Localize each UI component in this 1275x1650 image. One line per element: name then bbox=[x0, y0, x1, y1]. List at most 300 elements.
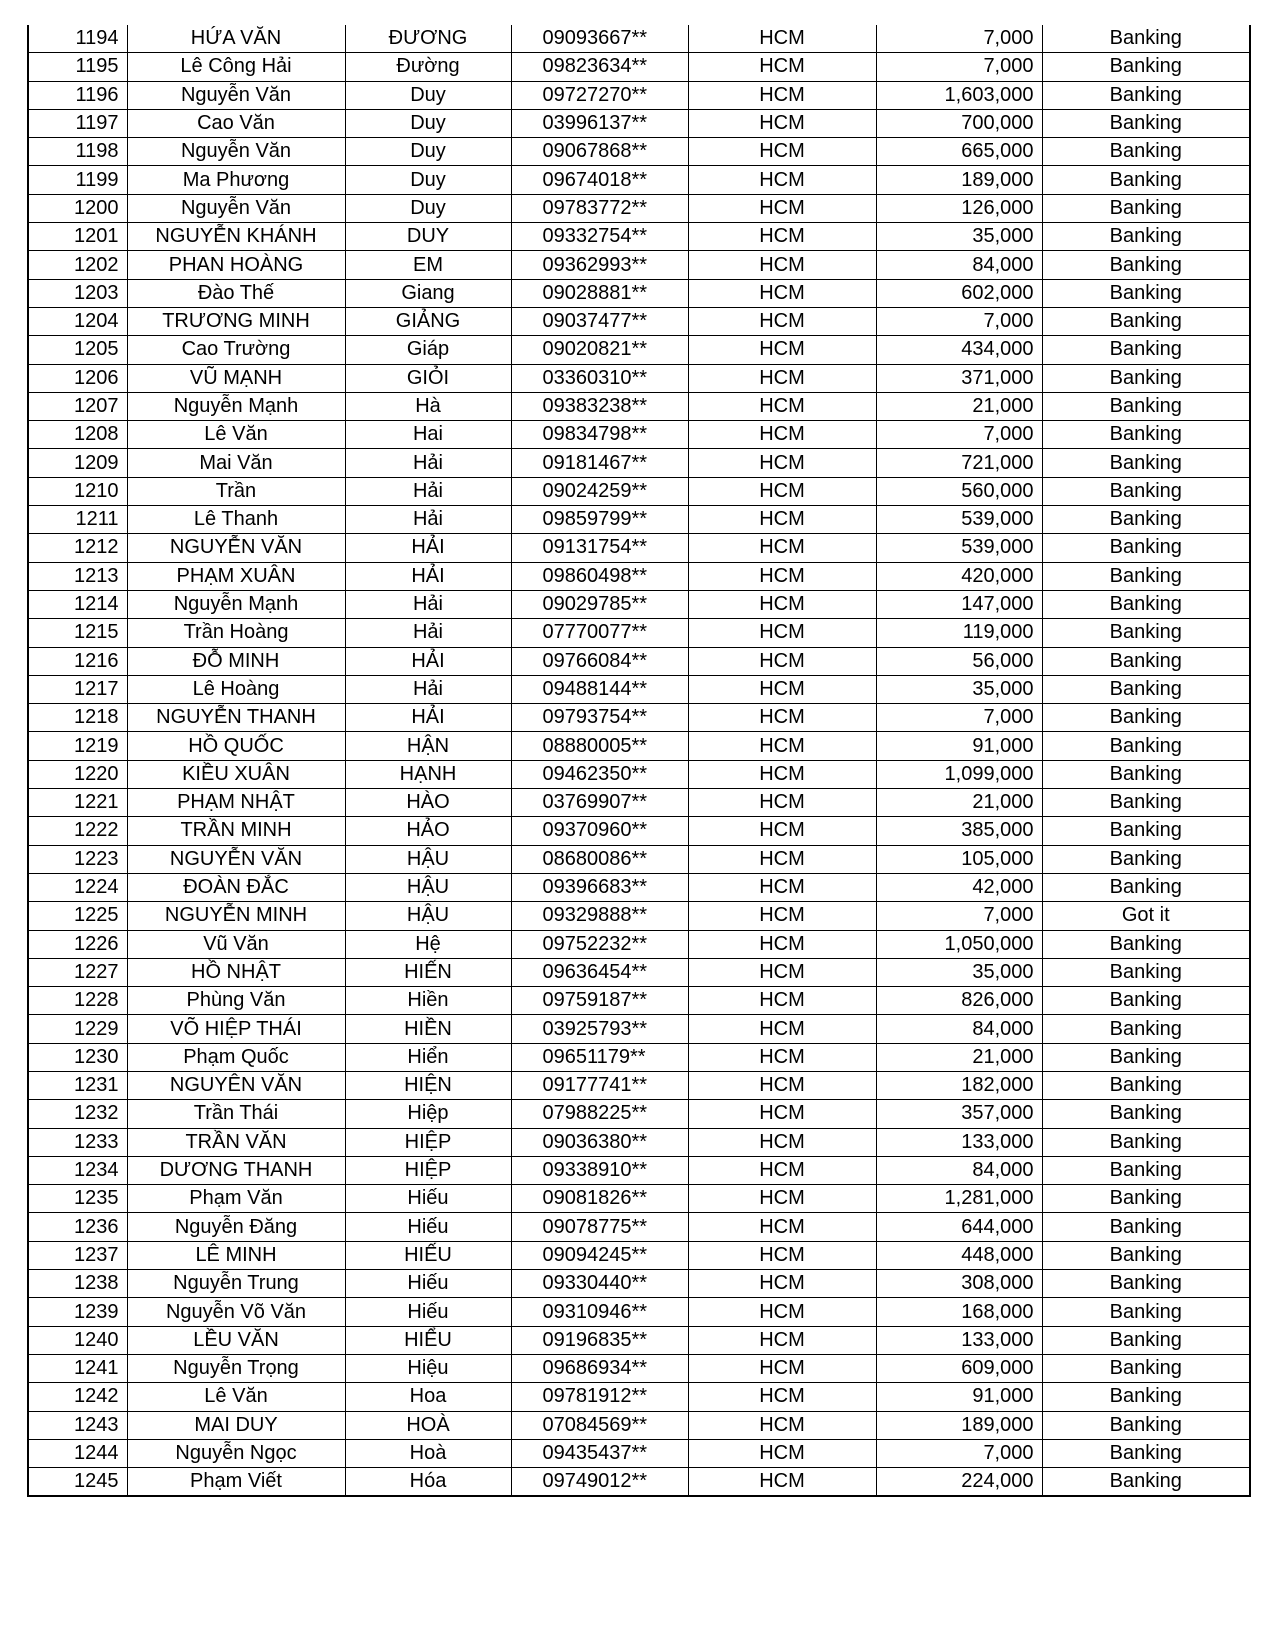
given-name-cell: HIẾU bbox=[345, 1241, 511, 1269]
payment-method-cell: Banking bbox=[1042, 279, 1250, 307]
given-name-cell: Hệ bbox=[345, 930, 511, 958]
amount-cell: 189,000 bbox=[876, 1411, 1042, 1439]
city-cell: HCM bbox=[688, 81, 876, 109]
phone-cell: 09177741** bbox=[511, 1071, 688, 1099]
phone-cell: 09781912** bbox=[511, 1383, 688, 1411]
surname-cell: PHẠM NHẬT bbox=[127, 789, 345, 817]
table-row bbox=[28, 477, 1250, 505]
city-cell: HCM bbox=[688, 789, 876, 817]
payment-method-cell: Banking bbox=[1042, 392, 1250, 420]
phone-cell: 09094245** bbox=[511, 1241, 688, 1269]
phone-cell: 09081826** bbox=[511, 1185, 688, 1213]
row-number-cell: 1237 bbox=[28, 1241, 127, 1269]
city-cell: HCM bbox=[688, 506, 876, 534]
phone-cell: 09749012** bbox=[511, 1468, 688, 1497]
payment-method-cell: Banking bbox=[1042, 590, 1250, 618]
amount-cell: 7,000 bbox=[876, 307, 1042, 335]
city-cell: HCM bbox=[688, 421, 876, 449]
amount-cell: 700,000 bbox=[876, 109, 1042, 137]
table-row bbox=[28, 223, 1250, 251]
payment-method-cell: Banking bbox=[1042, 534, 1250, 562]
surname-cell: Nguyễn Đăng bbox=[127, 1213, 345, 1241]
given-name-cell: HẢI bbox=[345, 534, 511, 562]
table-row bbox=[28, 902, 1250, 930]
row-number-cell: 1240 bbox=[28, 1326, 127, 1354]
amount-cell: 224,000 bbox=[876, 1468, 1042, 1497]
surname-cell: Nguyễn Văn bbox=[127, 194, 345, 222]
row-number-cell: 1211 bbox=[28, 506, 127, 534]
payment-method-cell: Banking bbox=[1042, 223, 1250, 251]
payment-method-cell: Banking bbox=[1042, 647, 1250, 675]
row-number-cell: 1236 bbox=[28, 1213, 127, 1241]
amount-cell: 126,000 bbox=[876, 194, 1042, 222]
payment-method-cell: Banking bbox=[1042, 675, 1250, 703]
amount-cell: 1,603,000 bbox=[876, 81, 1042, 109]
table-row bbox=[28, 194, 1250, 222]
row-number-cell: 1215 bbox=[28, 619, 127, 647]
row-number-cell: 1206 bbox=[28, 364, 127, 392]
table-row bbox=[28, 1128, 1250, 1156]
given-name-cell: GIỎI bbox=[345, 364, 511, 392]
given-name-cell: Hiếu bbox=[345, 1270, 511, 1298]
payment-method-cell: Banking bbox=[1042, 1100, 1250, 1128]
payment-method-cell: Banking bbox=[1042, 1128, 1250, 1156]
table-row bbox=[28, 1015, 1250, 1043]
phone-cell: 03925793** bbox=[511, 1015, 688, 1043]
table-row bbox=[28, 704, 1250, 732]
table-row bbox=[28, 647, 1250, 675]
city-cell: HCM bbox=[688, 534, 876, 562]
row-number-cell: 1221 bbox=[28, 789, 127, 817]
given-name-cell: HOÀ bbox=[345, 1411, 511, 1439]
surname-cell: NGUYỄN KHÁNH bbox=[127, 223, 345, 251]
table-row bbox=[28, 251, 1250, 279]
given-name-cell: Hiếu bbox=[345, 1213, 511, 1241]
phone-cell: 09362993** bbox=[511, 251, 688, 279]
payment-method-cell: Got it bbox=[1042, 902, 1250, 930]
surname-cell: PHẠM XUÂN bbox=[127, 562, 345, 590]
phone-cell: 09859799** bbox=[511, 506, 688, 534]
row-number-cell: 1238 bbox=[28, 1270, 127, 1298]
amount-cell: 91,000 bbox=[876, 1383, 1042, 1411]
city-cell: HCM bbox=[688, 194, 876, 222]
row-number-cell: 1235 bbox=[28, 1185, 127, 1213]
city-cell: HCM bbox=[688, 449, 876, 477]
payment-method-cell: Banking bbox=[1042, 109, 1250, 137]
phone-cell: 08880005** bbox=[511, 732, 688, 760]
given-name-cell: HẢI bbox=[345, 704, 511, 732]
phone-cell: 09793754** bbox=[511, 704, 688, 732]
table-row bbox=[28, 789, 1250, 817]
surname-cell: NGUYÊN VĂN bbox=[127, 1071, 345, 1099]
phone-cell: 03996137** bbox=[511, 109, 688, 137]
table-row bbox=[28, 675, 1250, 703]
payment-method-cell: Banking bbox=[1042, 562, 1250, 590]
surname-cell: NGUYỄN VĂN bbox=[127, 534, 345, 562]
city-cell: HCM bbox=[688, 1213, 876, 1241]
row-number-cell: 1229 bbox=[28, 1015, 127, 1043]
row-number-cell: 1208 bbox=[28, 421, 127, 449]
surname-cell: Phạm Viết bbox=[127, 1468, 345, 1497]
city-cell: HCM bbox=[688, 477, 876, 505]
given-name-cell: DUY bbox=[345, 223, 511, 251]
given-name-cell: Giang bbox=[345, 279, 511, 307]
given-name-cell: Hiệp bbox=[345, 1100, 511, 1128]
city-cell: HCM bbox=[688, 845, 876, 873]
amount-cell: 42,000 bbox=[876, 873, 1042, 901]
city-cell: HCM bbox=[688, 590, 876, 618]
row-number-cell: 1201 bbox=[28, 223, 127, 251]
surname-cell: Nguyễn Mạnh bbox=[127, 392, 345, 420]
amount-cell: 35,000 bbox=[876, 958, 1042, 986]
surname-cell: ĐỖ MINH bbox=[127, 647, 345, 675]
phone-cell: 03360310** bbox=[511, 364, 688, 392]
payment-method-cell: Banking bbox=[1042, 1071, 1250, 1099]
amount-cell: 644,000 bbox=[876, 1213, 1042, 1241]
surname-cell: LÊ MINH bbox=[127, 1241, 345, 1269]
city-cell: HCM bbox=[688, 1383, 876, 1411]
amount-cell: 721,000 bbox=[876, 449, 1042, 477]
row-number-cell: 1214 bbox=[28, 590, 127, 618]
table-row bbox=[28, 1185, 1250, 1213]
amount-cell: 602,000 bbox=[876, 279, 1042, 307]
row-number-cell: 1230 bbox=[28, 1043, 127, 1071]
surname-cell: Lê Thanh bbox=[127, 506, 345, 534]
payment-method-cell: Banking bbox=[1042, 194, 1250, 222]
phone-cell: 09488144** bbox=[511, 675, 688, 703]
row-number-cell: 1209 bbox=[28, 449, 127, 477]
phone-cell: 09338910** bbox=[511, 1156, 688, 1184]
amount-cell: 448,000 bbox=[876, 1241, 1042, 1269]
amount-cell: 105,000 bbox=[876, 845, 1042, 873]
payment-method-cell: Banking bbox=[1042, 845, 1250, 873]
surname-cell: Cao Trường bbox=[127, 336, 345, 364]
row-number-cell: 1241 bbox=[28, 1354, 127, 1382]
surname-cell: HỨA VĂN bbox=[127, 25, 345, 53]
surname-cell: Nguyễn Văn bbox=[127, 81, 345, 109]
phone-cell: 09783772** bbox=[511, 194, 688, 222]
given-name-cell: Hoa bbox=[345, 1383, 511, 1411]
amount-cell: 133,000 bbox=[876, 1128, 1042, 1156]
city-cell: HCM bbox=[688, 53, 876, 81]
phone-cell: 08680086** bbox=[511, 845, 688, 873]
city-cell: HCM bbox=[688, 1354, 876, 1382]
table-row bbox=[28, 1383, 1250, 1411]
amount-cell: 119,000 bbox=[876, 619, 1042, 647]
city-cell: HCM bbox=[688, 1015, 876, 1043]
payment-method-cell: Banking bbox=[1042, 817, 1250, 845]
phone-cell: 07084569** bbox=[511, 1411, 688, 1439]
phone-cell: 07770077** bbox=[511, 619, 688, 647]
payment-method-cell: Banking bbox=[1042, 1185, 1250, 1213]
row-number-cell: 1224 bbox=[28, 873, 127, 901]
table-row bbox=[28, 1354, 1250, 1382]
given-name-cell: ĐƯƠNG bbox=[345, 25, 511, 53]
row-number-cell: 1202 bbox=[28, 251, 127, 279]
row-number-cell: 1232 bbox=[28, 1100, 127, 1128]
row-number-cell: 1243 bbox=[28, 1411, 127, 1439]
phone-cell: 09078775** bbox=[511, 1213, 688, 1241]
table-row bbox=[28, 619, 1250, 647]
amount-cell: 35,000 bbox=[876, 675, 1042, 703]
surname-cell: DƯƠNG THANH bbox=[127, 1156, 345, 1184]
amount-cell: 84,000 bbox=[876, 251, 1042, 279]
phone-cell: 09752232** bbox=[511, 930, 688, 958]
phone-cell: 09383238** bbox=[511, 392, 688, 420]
table-row bbox=[28, 25, 1250, 53]
table-row bbox=[28, 1241, 1250, 1269]
phone-cell: 09037477** bbox=[511, 307, 688, 335]
row-number-cell: 1212 bbox=[28, 534, 127, 562]
phone-cell: 09020821** bbox=[511, 336, 688, 364]
surname-cell: Cao Văn bbox=[127, 109, 345, 137]
table-row bbox=[28, 1100, 1250, 1128]
given-name-cell: HẢI bbox=[345, 562, 511, 590]
surname-cell: KIỀU XUÂN bbox=[127, 760, 345, 788]
surname-cell: Lê Công Hải bbox=[127, 53, 345, 81]
table-row bbox=[28, 1468, 1250, 1497]
phone-cell: 09766084** bbox=[511, 647, 688, 675]
amount-cell: 147,000 bbox=[876, 590, 1042, 618]
payment-method-cell: Banking bbox=[1042, 1411, 1250, 1439]
given-name-cell: HIỆN bbox=[345, 1071, 511, 1099]
table-row bbox=[28, 166, 1250, 194]
payment-method-cell: Banking bbox=[1042, 477, 1250, 505]
given-name-cell: HẬN bbox=[345, 732, 511, 760]
table-row bbox=[28, 1298, 1250, 1326]
phone-cell: 09636454** bbox=[511, 958, 688, 986]
given-name-cell: HIẾN bbox=[345, 958, 511, 986]
phone-cell: 09435437** bbox=[511, 1439, 688, 1467]
amount-cell: 56,000 bbox=[876, 647, 1042, 675]
given-name-cell: GIẢNG bbox=[345, 307, 511, 335]
payment-method-cell: Banking bbox=[1042, 1468, 1250, 1497]
table-row bbox=[28, 1043, 1250, 1071]
given-name-cell: Duy bbox=[345, 81, 511, 109]
city-cell: HCM bbox=[688, 562, 876, 590]
row-number-cell: 1198 bbox=[28, 138, 127, 166]
city-cell: HCM bbox=[688, 873, 876, 901]
amount-cell: 35,000 bbox=[876, 223, 1042, 251]
phone-cell: 09028881** bbox=[511, 279, 688, 307]
city-cell: HCM bbox=[688, 392, 876, 420]
phone-cell: 09462350** bbox=[511, 760, 688, 788]
amount-cell: 21,000 bbox=[876, 1043, 1042, 1071]
surname-cell: Lê Hoàng bbox=[127, 675, 345, 703]
amount-cell: 560,000 bbox=[876, 477, 1042, 505]
phone-cell: 09370960** bbox=[511, 817, 688, 845]
phone-cell: 09093667** bbox=[511, 25, 688, 53]
row-number-cell: 1244 bbox=[28, 1439, 127, 1467]
payment-method-cell: Banking bbox=[1042, 81, 1250, 109]
surname-cell: Vũ Văn bbox=[127, 930, 345, 958]
payment-method-cell: Banking bbox=[1042, 760, 1250, 788]
amount-cell: 21,000 bbox=[876, 392, 1042, 420]
city-cell: HCM bbox=[688, 1185, 876, 1213]
row-number-cell: 1222 bbox=[28, 817, 127, 845]
amount-cell: 7,000 bbox=[876, 25, 1042, 53]
city-cell: HCM bbox=[688, 647, 876, 675]
amount-cell: 826,000 bbox=[876, 987, 1042, 1015]
given-name-cell: Hải bbox=[345, 619, 511, 647]
phone-cell: 09727270** bbox=[511, 81, 688, 109]
amount-cell: 371,000 bbox=[876, 364, 1042, 392]
surname-cell: Nguyễn Mạnh bbox=[127, 590, 345, 618]
given-name-cell: HẢO bbox=[345, 817, 511, 845]
amount-cell: 84,000 bbox=[876, 1156, 1042, 1184]
given-name-cell: Giáp bbox=[345, 336, 511, 364]
phone-cell: 09067868** bbox=[511, 138, 688, 166]
table-row bbox=[28, 873, 1250, 901]
city-cell: HCM bbox=[688, 619, 876, 647]
given-name-cell: HẬU bbox=[345, 902, 511, 930]
city-cell: HCM bbox=[688, 109, 876, 137]
amount-cell: 357,000 bbox=[876, 1100, 1042, 1128]
payment-method-cell: Banking bbox=[1042, 1270, 1250, 1298]
surname-cell: ĐOÀN ĐẮC bbox=[127, 873, 345, 901]
given-name-cell: Hà bbox=[345, 392, 511, 420]
amount-cell: 539,000 bbox=[876, 534, 1042, 562]
payment-method-cell: Banking bbox=[1042, 958, 1250, 986]
city-cell: HCM bbox=[688, 364, 876, 392]
payment-method-cell: Banking bbox=[1042, 873, 1250, 901]
city-cell: HCM bbox=[688, 25, 876, 53]
row-number-cell: 1207 bbox=[28, 392, 127, 420]
phone-cell: 09686934** bbox=[511, 1354, 688, 1382]
surname-cell: Phạm Văn bbox=[127, 1185, 345, 1213]
row-number-cell: 1242 bbox=[28, 1383, 127, 1411]
row-number-cell: 1227 bbox=[28, 958, 127, 986]
table-row bbox=[28, 732, 1250, 760]
row-number-cell: 1226 bbox=[28, 930, 127, 958]
amount-cell: 609,000 bbox=[876, 1354, 1042, 1382]
surname-cell: TRƯƠNG MINH bbox=[127, 307, 345, 335]
amount-cell: 7,000 bbox=[876, 53, 1042, 81]
row-number-cell: 1245 bbox=[28, 1468, 127, 1497]
surname-cell: MAI DUY bbox=[127, 1411, 345, 1439]
table-row bbox=[28, 845, 1250, 873]
table-row bbox=[28, 449, 1250, 477]
given-name-cell: HIỀN bbox=[345, 1015, 511, 1043]
row-number-cell: 1213 bbox=[28, 562, 127, 590]
amount-cell: 308,000 bbox=[876, 1270, 1042, 1298]
city-cell: HCM bbox=[688, 1043, 876, 1071]
row-number-cell: 1195 bbox=[28, 53, 127, 81]
surname-cell: NGUYỄN THANH bbox=[127, 704, 345, 732]
amount-cell: 1,099,000 bbox=[876, 760, 1042, 788]
surname-cell: Trần Hoàng bbox=[127, 619, 345, 647]
payout-table bbox=[27, 25, 1251, 1497]
city-cell: HCM bbox=[688, 1270, 876, 1298]
surname-cell: VŨ MẠNH bbox=[127, 364, 345, 392]
phone-cell: 09181467** bbox=[511, 449, 688, 477]
phone-cell: 07988225** bbox=[511, 1100, 688, 1128]
table-row bbox=[28, 1213, 1250, 1241]
given-name-cell: Hải bbox=[345, 506, 511, 534]
payment-method-cell: Banking bbox=[1042, 1241, 1250, 1269]
given-name-cell: Duy bbox=[345, 166, 511, 194]
row-number-cell: 1216 bbox=[28, 647, 127, 675]
surname-cell: Mai Văn bbox=[127, 449, 345, 477]
amount-cell: 539,000 bbox=[876, 506, 1042, 534]
phone-cell: 09759187** bbox=[511, 987, 688, 1015]
row-number-cell: 1199 bbox=[28, 166, 127, 194]
city-cell: HCM bbox=[688, 138, 876, 166]
city-cell: HCM bbox=[688, 675, 876, 703]
row-number-cell: 1205 bbox=[28, 336, 127, 364]
payment-method-cell: Banking bbox=[1042, 251, 1250, 279]
payment-method-cell: Banking bbox=[1042, 166, 1250, 194]
given-name-cell: Hiển bbox=[345, 1043, 511, 1071]
given-name-cell: Hải bbox=[345, 449, 511, 477]
phone-cell: 09674018** bbox=[511, 166, 688, 194]
phone-cell: 09196835** bbox=[511, 1326, 688, 1354]
payment-method-cell: Banking bbox=[1042, 1213, 1250, 1241]
city-cell: HCM bbox=[688, 1156, 876, 1184]
payment-method-cell: Banking bbox=[1042, 1298, 1250, 1326]
surname-cell: Nguyễn Ngọc bbox=[127, 1439, 345, 1467]
payment-method-cell: Banking bbox=[1042, 1354, 1250, 1382]
city-cell: HCM bbox=[688, 1468, 876, 1497]
payment-method-cell: Banking bbox=[1042, 1439, 1250, 1467]
payment-method-cell: Banking bbox=[1042, 53, 1250, 81]
surname-cell: HỒ NHẬT bbox=[127, 958, 345, 986]
surname-cell: Lê Văn bbox=[127, 1383, 345, 1411]
row-number-cell: 1239 bbox=[28, 1298, 127, 1326]
row-number-cell: 1217 bbox=[28, 675, 127, 703]
row-number-cell: 1203 bbox=[28, 279, 127, 307]
given-name-cell: Hiền bbox=[345, 987, 511, 1015]
payment-method-cell: Banking bbox=[1042, 1015, 1250, 1043]
phone-cell: 09834798** bbox=[511, 421, 688, 449]
city-cell: HCM bbox=[688, 1298, 876, 1326]
phone-cell: 03769907** bbox=[511, 789, 688, 817]
city-cell: HCM bbox=[688, 987, 876, 1015]
table-row bbox=[28, 1439, 1250, 1467]
surname-cell: Phạm Quốc bbox=[127, 1043, 345, 1071]
given-name-cell: Hải bbox=[345, 675, 511, 703]
payment-method-cell: Banking bbox=[1042, 1383, 1250, 1411]
payment-method-cell: Banking bbox=[1042, 1156, 1250, 1184]
surname-cell: Nguyễn Văn bbox=[127, 138, 345, 166]
payment-method-cell: Banking bbox=[1042, 1326, 1250, 1354]
phone-cell: 09024259** bbox=[511, 477, 688, 505]
phone-cell: 09310946** bbox=[511, 1298, 688, 1326]
given-name-cell: Hiếu bbox=[345, 1298, 511, 1326]
given-name-cell: Hiếu bbox=[345, 1185, 511, 1213]
row-number-cell: 1234 bbox=[28, 1156, 127, 1184]
surname-cell: Nguyễn Võ Văn bbox=[127, 1298, 345, 1326]
city-cell: HCM bbox=[688, 1241, 876, 1269]
given-name-cell: HẬU bbox=[345, 873, 511, 901]
table-row bbox=[28, 506, 1250, 534]
amount-cell: 7,000 bbox=[876, 902, 1042, 930]
amount-cell: 182,000 bbox=[876, 1071, 1042, 1099]
row-number-cell: 1218 bbox=[28, 704, 127, 732]
phone-cell: 09131754** bbox=[511, 534, 688, 562]
phone-cell: 09651179** bbox=[511, 1043, 688, 1071]
given-name-cell: EM bbox=[345, 251, 511, 279]
table-row bbox=[28, 1270, 1250, 1298]
surname-cell: Trần bbox=[127, 477, 345, 505]
city-cell: HCM bbox=[688, 930, 876, 958]
phone-cell: 09823634** bbox=[511, 53, 688, 81]
surname-cell: Phùng Văn bbox=[127, 987, 345, 1015]
surname-cell: NGUYỄN MINH bbox=[127, 902, 345, 930]
city-cell: HCM bbox=[688, 223, 876, 251]
payment-method-cell: Banking bbox=[1042, 930, 1250, 958]
payment-method-cell: Banking bbox=[1042, 449, 1250, 477]
